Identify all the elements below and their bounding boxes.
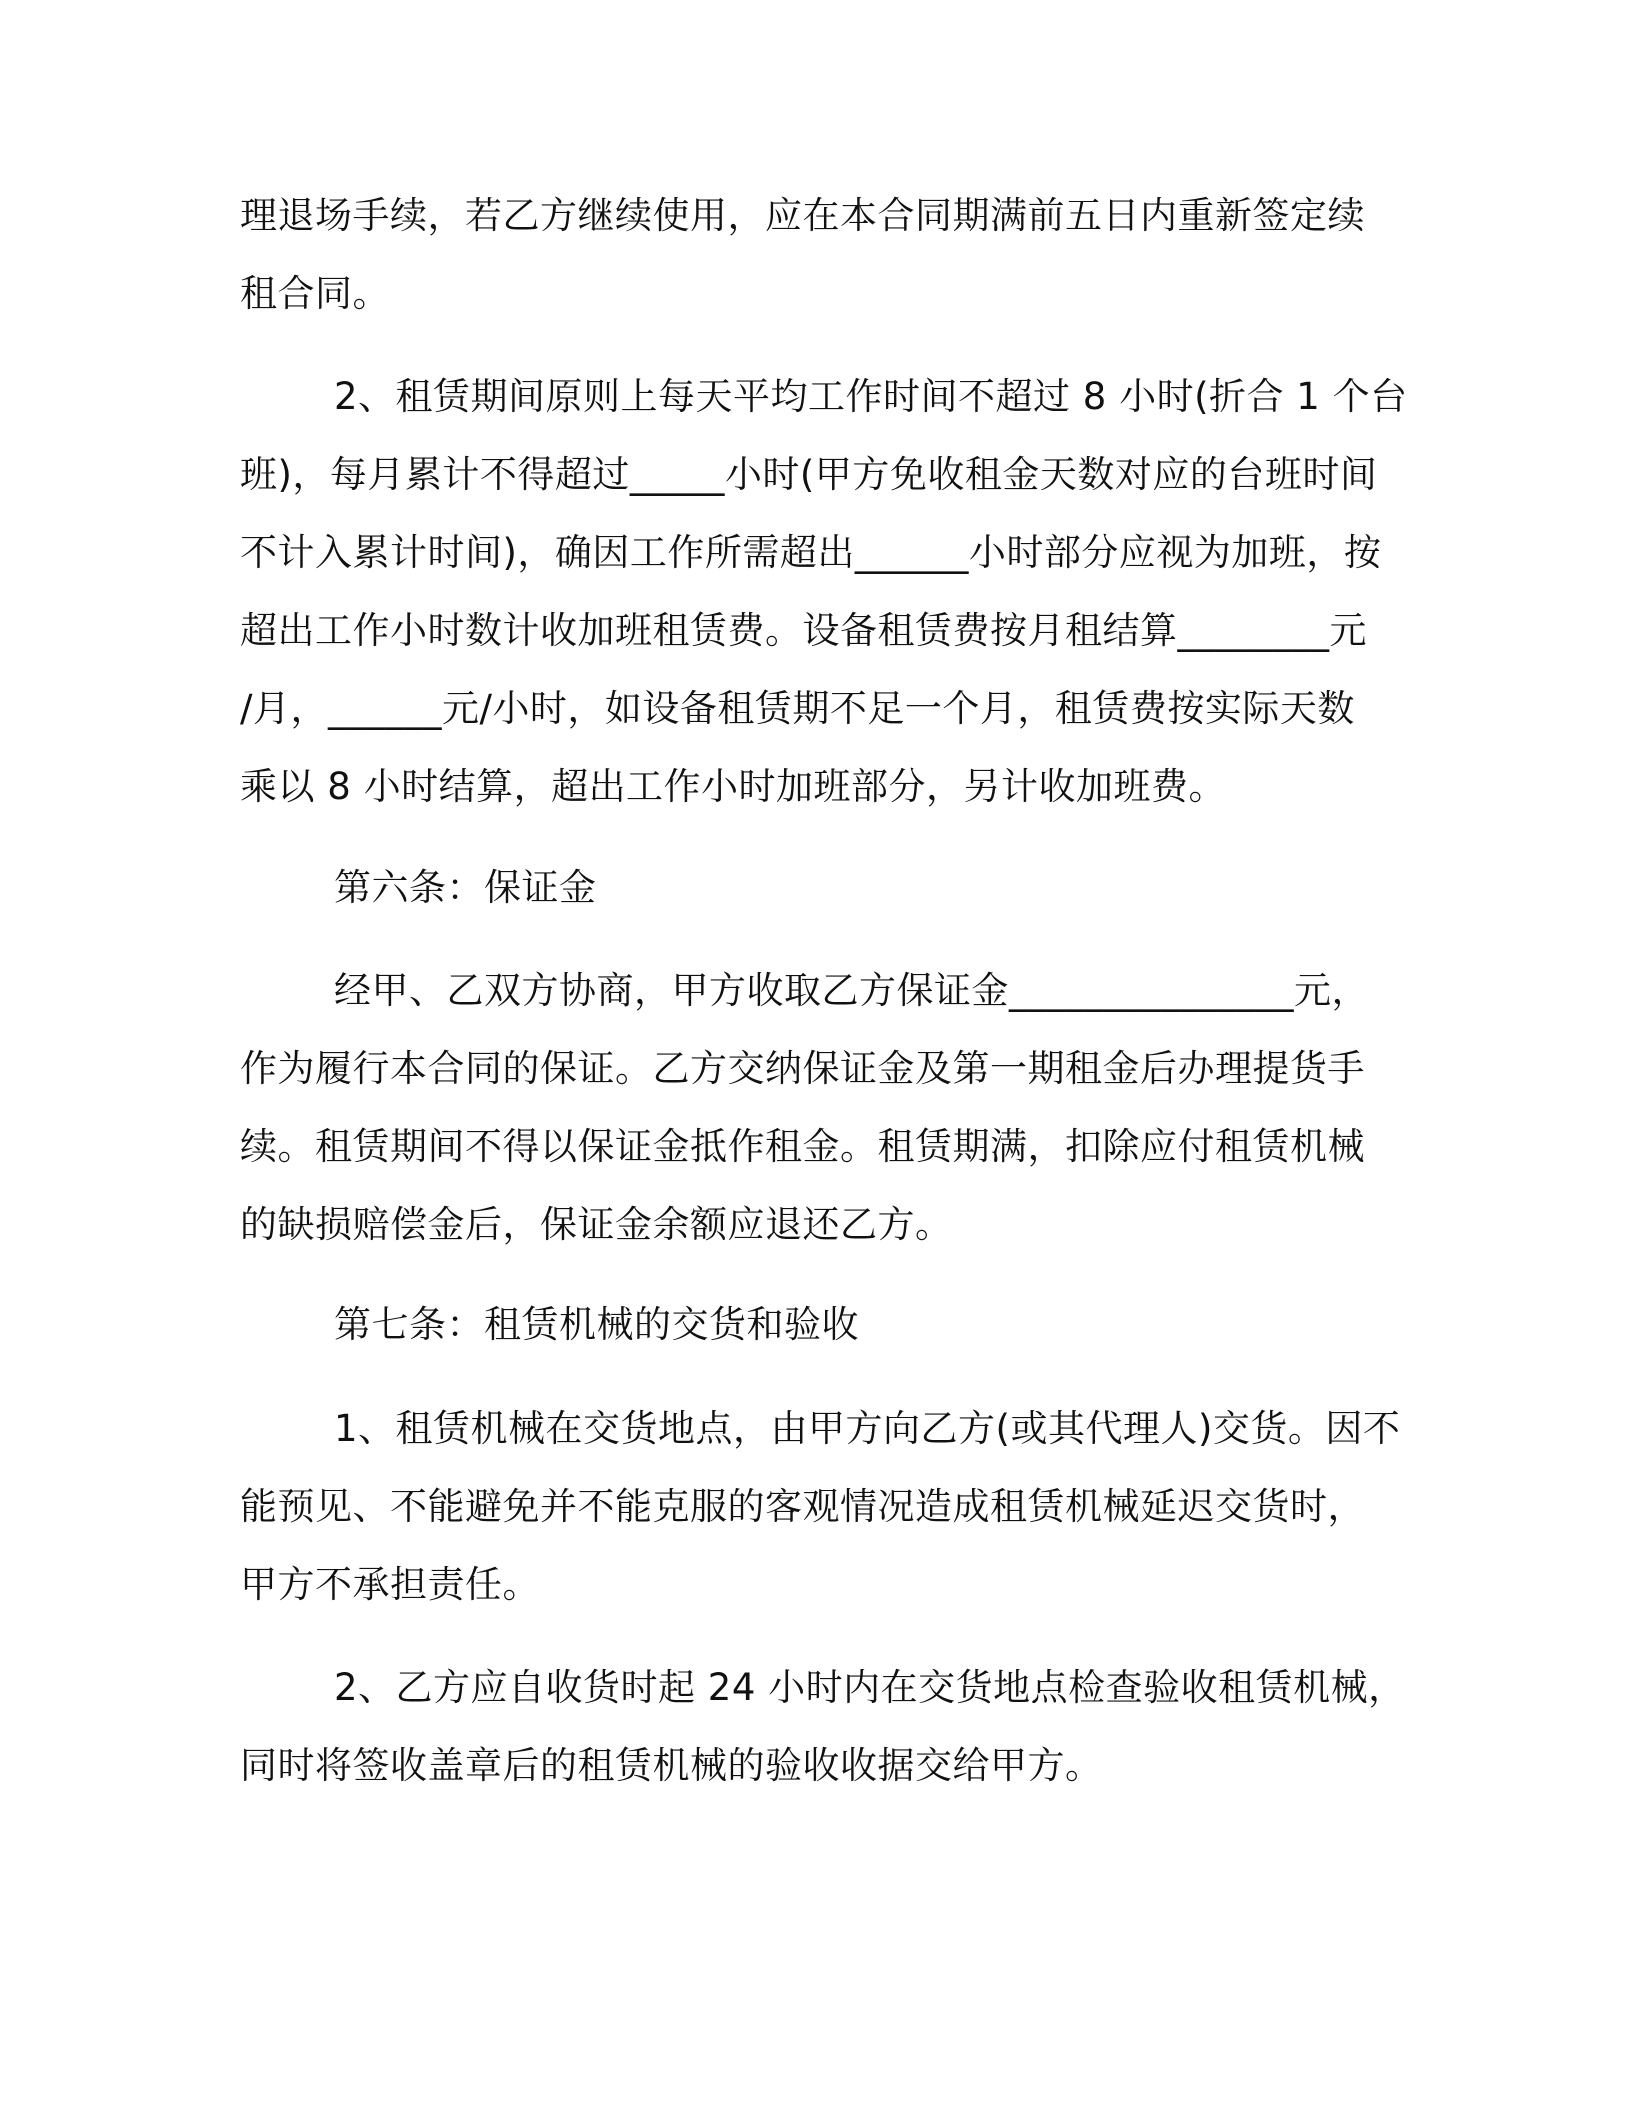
text-line: 1、租赁机械在交货地点，由甲方向乙方(或其代理人)交货。因不 [334,1407,1401,1450]
text-line: 超出工作小时数计收加班租赁费。设备租赁费按月租结算________元 [240,609,1367,652]
text-line: 能预见、不能避免并不能克服的客观情况造成租赁机械延迟交货时， [240,1485,1365,1528]
text-line: 乘以 8 小时结算，超出工作小时加班部分，另计收加班费。 [240,765,1227,808]
text-line: /月，______元/小时，如设备租赁期不足一个月，租赁费按实际天数 [240,687,1355,730]
text-line: 2、乙方应自收货时起 24 小时内在交货地点检查验收租赁机械， [334,1666,1406,1709]
text-line: 甲方不承担责任。 [240,1563,540,1606]
text-line: 的缺损赔偿金后，保证金余额应退还乙方。 [240,1203,953,1246]
text-line: 不计入累计时间)，确因工作所需超出______小时部分应视为加班，按 [240,531,1382,574]
text-line: 作为履行本合同的保证。乙方交纳保证金及第一期租金后办理提货手 [240,1047,1365,1090]
text-line: 经甲、乙双方协商，甲方收取乙方保证金_______________元， [334,969,1369,1012]
text-line: 班)，每月累计不得超过_____小时(甲方免收租金天数对应的台班时间 [240,453,1378,496]
text-line: 理退场手续，若乙方继续使用，应在本合同期满前五日内重新签定续 [240,194,1365,237]
section-heading: 第七条：租赁机械的交货和验收 [334,1303,859,1346]
text-line: 2、租赁期间原则上每天平均工作时间不超过 8 小时(折合 1 个台 [334,375,1408,418]
text-line: 同时将签收盖章后的租赁机械的验收收据交给甲方。 [240,1744,1103,1787]
text-line: 租合同。 [240,272,390,315]
section-heading: 第六条：保证金 [334,866,597,909]
text-line: 续。租赁期间不得以保证金抵作租金。租赁期满，扣除应付租赁机械 [240,1125,1365,1168]
